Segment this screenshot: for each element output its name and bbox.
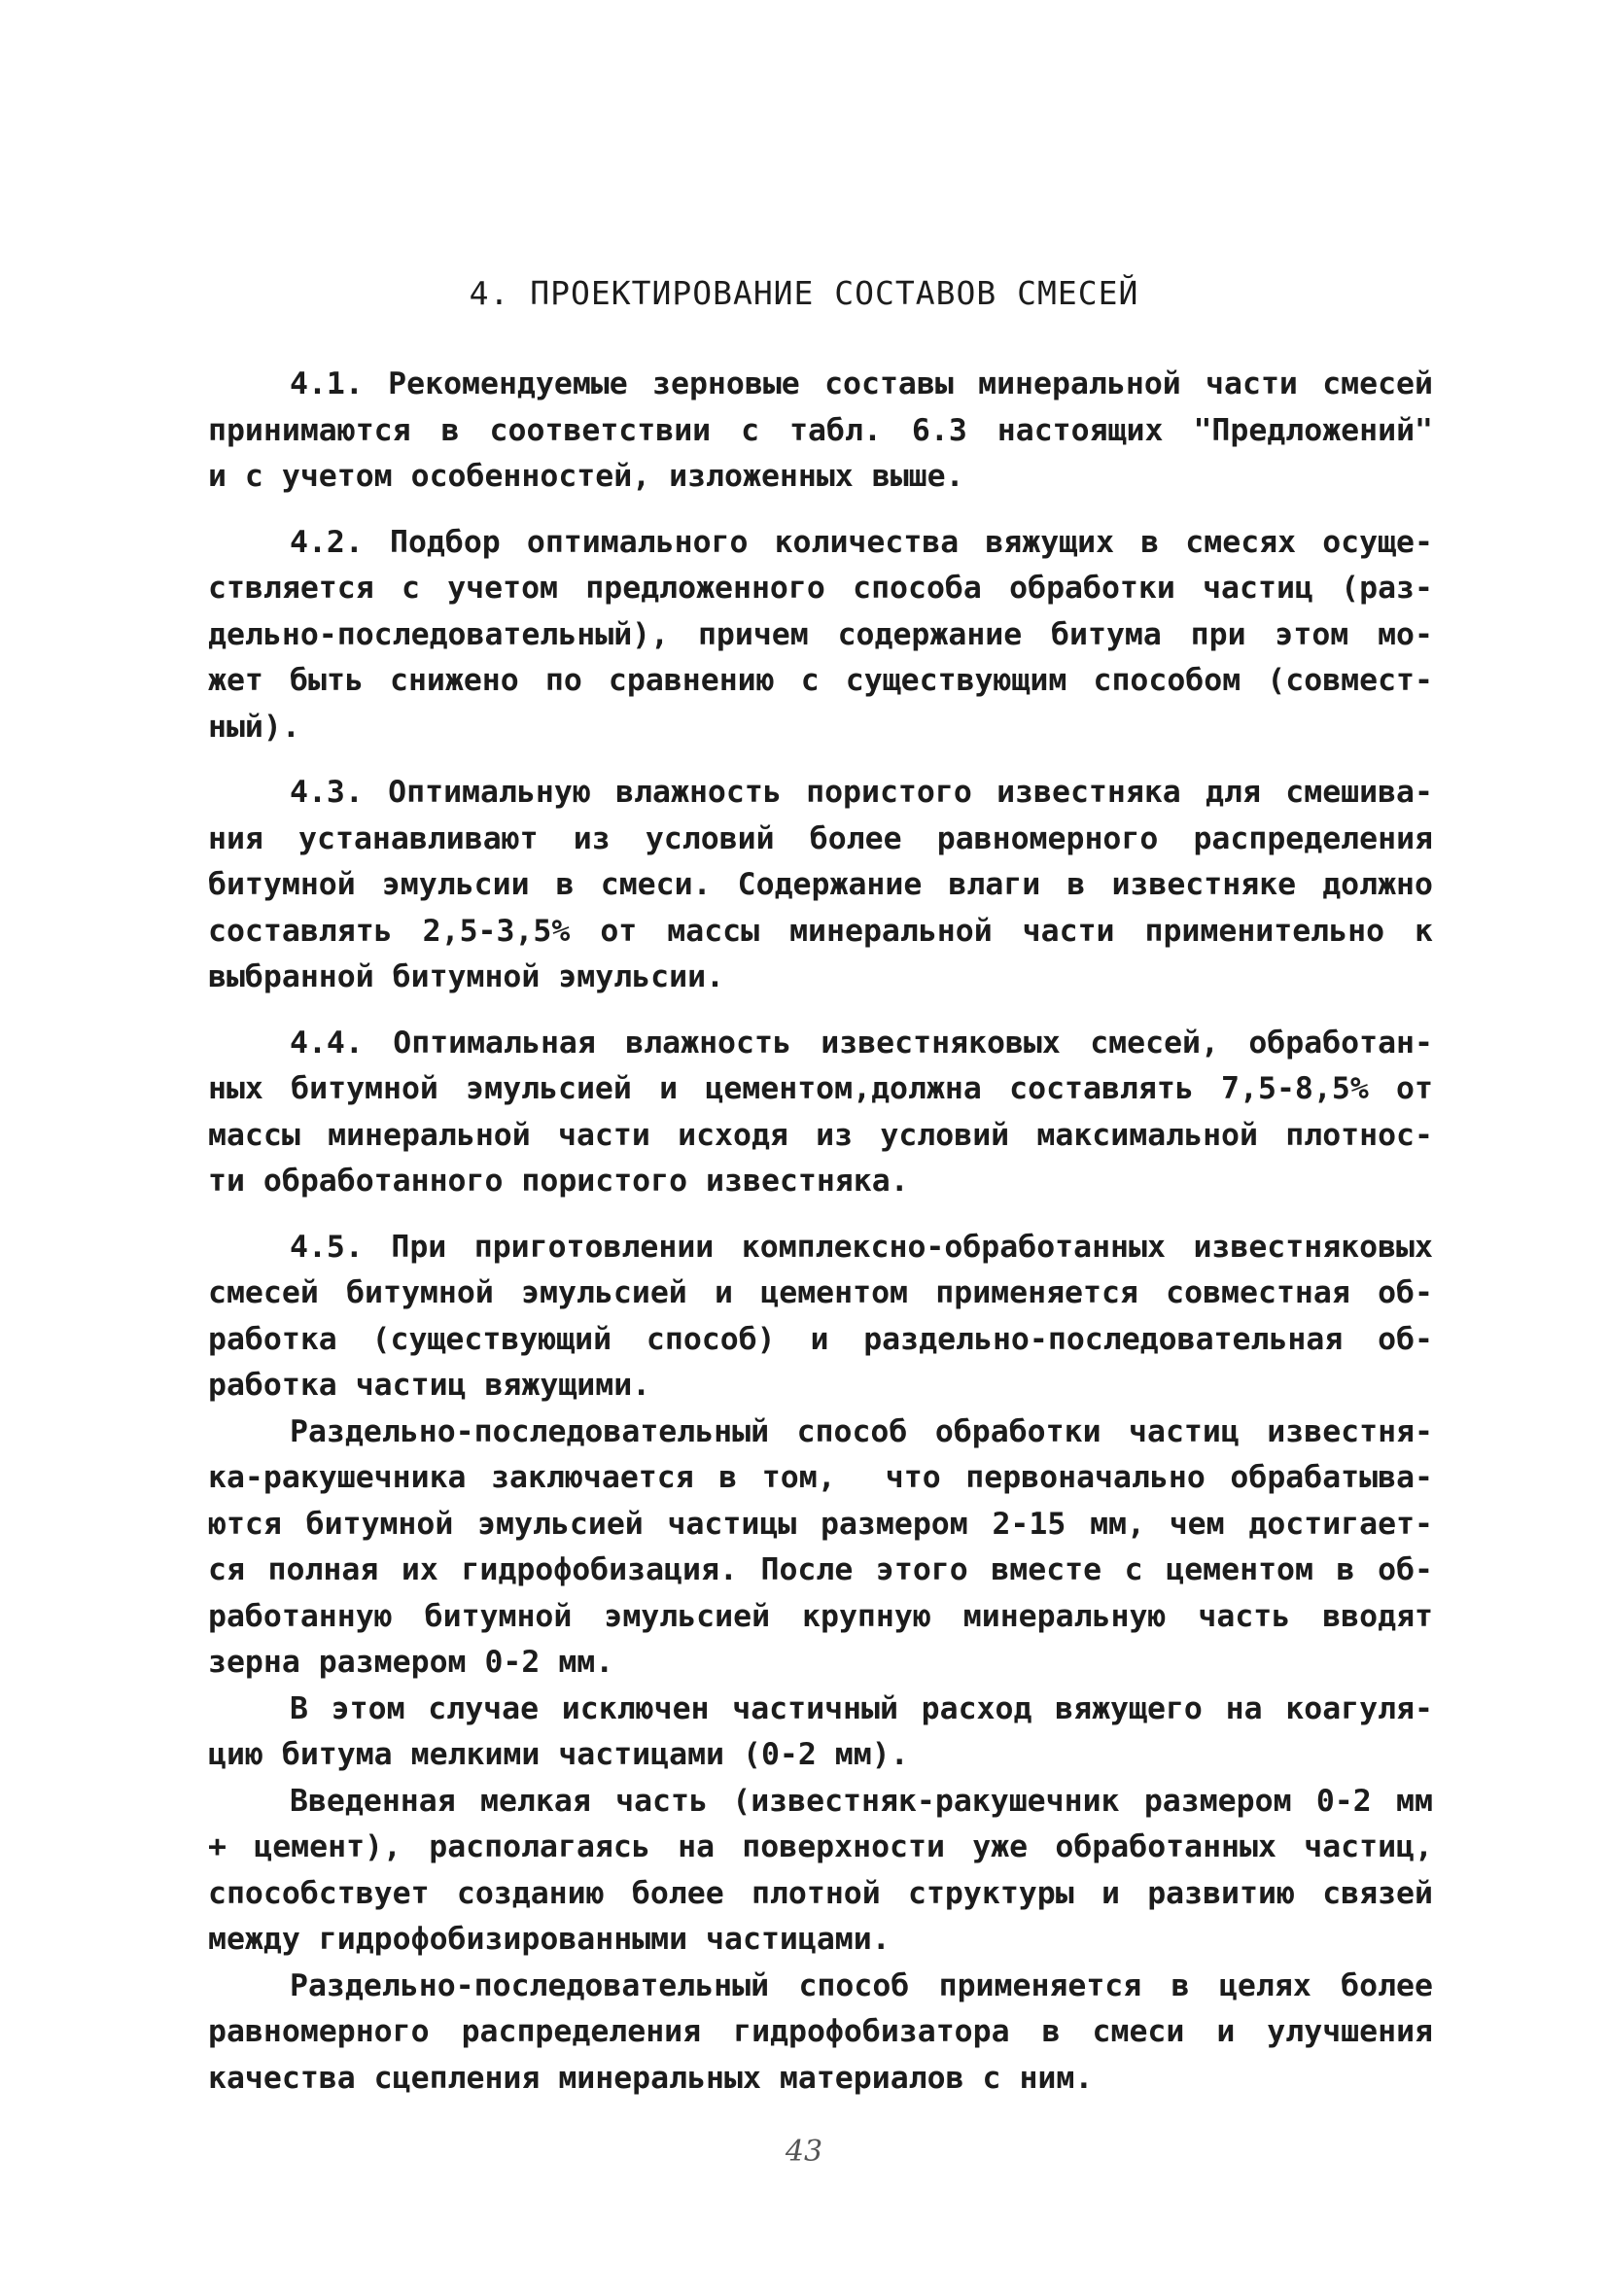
text-line: дельно-последовательный), причем содержание битума при этом мо- (208, 616, 1433, 652)
paragraph-exclusion (208, 1687, 1433, 1779)
paragraph-4-2 (208, 520, 1433, 751)
text-line: 4.5. При приготовлении комплексно-обработанных известняковых (290, 1229, 1433, 1265)
text-line: 4.2. Подбор оптимального количества вяжущих в смесях осуще- (290, 524, 1433, 560)
text-line: работка (существующий способ) и раздельно-последовательная об- (208, 1321, 1433, 1357)
text-line: 4.4. Оптимальная влажность известняковых смесей, обработан- (290, 1025, 1433, 1061)
text-line: качества сцепления минеральных материалов с ним. (208, 2060, 1094, 2096)
text-line: Раздельно-последовательный способ обработки частиц известня- (290, 1413, 1433, 1449)
body-text (208, 362, 1433, 2102)
page-number: 43 (785, 2135, 823, 2169)
text-line: составлять 2,5-3,5% от массы минеральной части применительно к (208, 913, 1433, 949)
text-line: ния устанавливают из условий более равномерного распределения (208, 820, 1433, 856)
text-line: принимаются в соответствии с табл. 6.3 настоящих "Предложений" (208, 412, 1433, 448)
text-line: В этом случае исключен частичный расход вяжущего на коагуля- (290, 1690, 1433, 1726)
text-line: 4.3. Оптимальную влажность пористого известняка для смешива- (290, 775, 1433, 810)
text-line: ся полная их гидрофобизация. После этого вместе с цементом в об- (208, 1552, 1433, 1587)
text-line: 4.1. Рекомендуемые зерновые составы минеральной части смесей (290, 366, 1433, 401)
text-line: ных битумной эмульсией и цементом,должна составлять 7,5-8,5% от (208, 1071, 1433, 1106)
text-line: ти обработанного пористого известняка. (208, 1164, 909, 1199)
paragraph-4-1 (208, 362, 1433, 501)
text-line: смесей битумной эмульсией и цементом применяется совместная об- (208, 1275, 1433, 1310)
text-line: массы минеральной части исходя из условий максимальной плотнос- (208, 1117, 1433, 1153)
text-line: цию битума мелкими частицами (0-2 мм). (208, 1737, 909, 1772)
text-line: между гидрофобизированными частицами. (208, 1922, 891, 1957)
text-line: и с учетом особенностей, изложенных выше. (208, 459, 964, 494)
text-line: зерна размером 0-2 мм. (208, 1645, 614, 1680)
text-line: равномерного распределения гидрофобизатора в смеси и улучшения (208, 2014, 1433, 2049)
section-title: 4. ПРОЕКТИРОВАНИЕ СОСТАВОВ СМЕСЕЙ (469, 274, 1139, 312)
paragraph-4-4 (208, 1021, 1433, 1205)
paragraph-4-5 (208, 1225, 1433, 1409)
text-line: + цемент), располагаясь на поверхности уже обработанных частиц, (208, 1829, 1433, 1864)
paragraph-separate-method (208, 1409, 1433, 1687)
paragraph-fine-part (208, 1779, 1433, 1964)
text-line: жет быть снижено по сравнению с существующим способом (совмест- (208, 663, 1433, 698)
text-line: ствляется с учетом предложенного способа обработки частиц (раз- (208, 571, 1433, 606)
text-line: ный). (208, 709, 300, 745)
paragraph-4-3 (208, 770, 1433, 1001)
text-line: способствует созданию более плотной структуры и развитию связей (208, 1875, 1433, 1911)
text-line: Введенная мелкая часть (известняк-ракушечник размером 0-2 мм (290, 1783, 1433, 1819)
text-line: работка частиц вяжущими. (208, 1368, 651, 1403)
paragraph-purpose (208, 1964, 1433, 2103)
text-line: Раздельно-последовательный способ применяется в целях более (290, 1967, 1433, 2003)
text-line: работанную битумной эмульсией крупную минеральную часть вводят (208, 1598, 1433, 1634)
text-line: выбранной битумной эмульсии. (208, 959, 725, 994)
text-line: ются битумной эмульсией частицы размером 2-15 мм, чем достигает- (208, 1506, 1433, 1542)
text-line: битумной эмульсии в смеси. Содержание влаги в известняке должно (208, 867, 1433, 902)
text-line: ка-ракушечника заключается в том, что первоначально обрабатыва- (208, 1460, 1433, 1495)
